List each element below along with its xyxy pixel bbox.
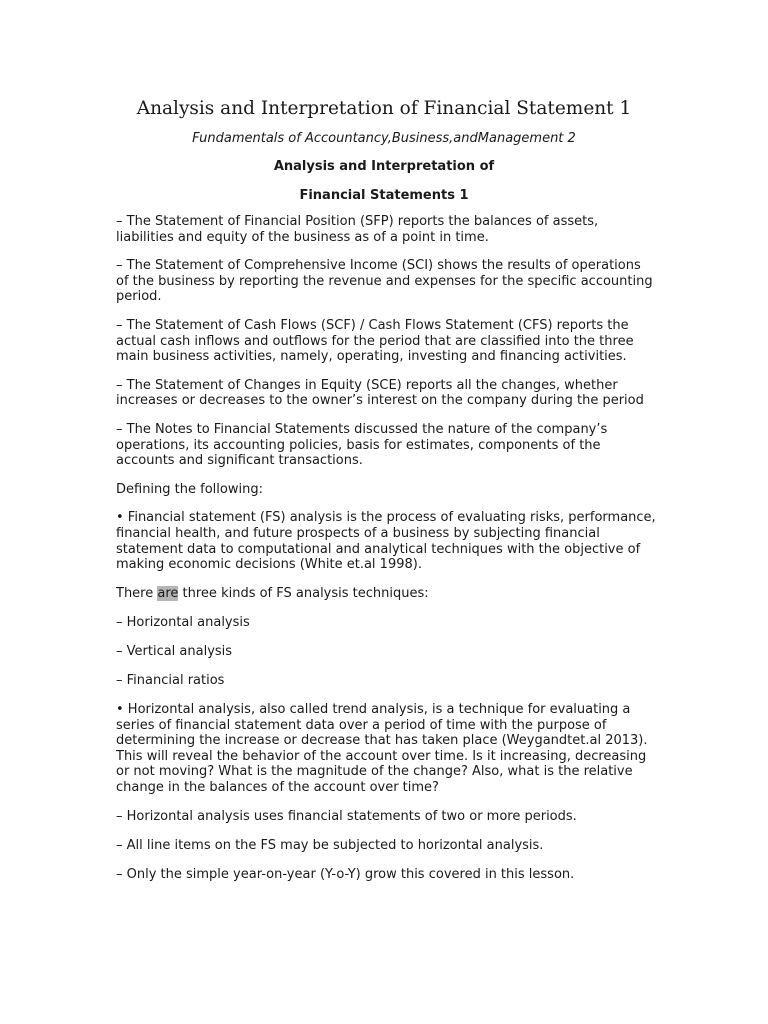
section-heading-line1: Analysis and Interpretation of: [273, 159, 495, 174]
highlighted-word: are: [157, 585, 179, 601]
paragraph-horizontal-definition: • Horizontal analysis, also called trend analysis, is a technique for evaluating a series of financial statement data over a period of time with the purpose of determining the increase or decrease that has taken place (Weygandtet.al 2013). This will reveal the behavior of the account over time. Is it increasing, decreasing or not moving? What is the magnitude of the change? Also, what is the relative change in the balances of the account over time?: [116, 702, 648, 796]
paragraph-kinds: [116, 586, 656, 602]
paragraph-line-items: – All line items on the FS may be subjected to horizontal analysis.: [116, 837, 544, 853]
kinds-text-before: There: [116, 585, 158, 601]
paragraph-sfp: – The Statement of Financial Position (SFP) reports the balances of assets, liabilities and equity of the business as of a point in time.: [116, 214, 599, 245]
kinds-text-after: three kinds of FS analysis techniques:: [178, 585, 429, 601]
paragraph-two-periods: – Horizontal analysis uses financial statements of two or more periods.: [116, 808, 577, 824]
paragraph-notes: – The Notes to Financial Statements discussed the nature of the company’s operations, its accounting policies, basis for estimates, components of the accounts and significant transactions.: [116, 421, 608, 469]
paragraph-sce: – The Statement of Changes in Equity (SCE) reports all the changes, whether increases or decreases to the owner’s interest on the company during the period: [116, 377, 644, 409]
list-item-ratios: – Financial ratios: [116, 672, 225, 688]
document-body: [116, 214, 656, 896]
paragraph-yoy: – Only the simple year-on-year (Y-o-Y) grow this covered in this lesson.: [116, 866, 575, 882]
paragraph-fs-analysis: • Financial statement (FS) analysis is the process of evaluating risks, performance, financial health, and future prospects of a business by subjecting financial statement data to computational and analytical techniques with the objective of making economic decisions (White et.al 1998).: [116, 510, 656, 573]
paragraph-scf: – The Statement of Cash Flows (SCF) / Cash Flows Statement (CFS) reports the actual cash inflows and outflows for the period that are classified into the three main business activities, namely, operating, investing and financing activities.: [116, 317, 634, 365]
list-item-vertical: – Vertical analysis: [116, 643, 233, 659]
paragraph-sci: – The Statement of Comprehensive Income (SCI) shows the results of operations of the business by reporting the revenue and expenses for the specific accounting period.: [116, 258, 653, 305]
document-title: Analysis and Interpretation of Financial Statement 1: [136, 98, 632, 119]
section-heading-line2: Financial Statements 1: [299, 188, 469, 203]
list-item-horizontal: – Horizontal analysis: [116, 614, 250, 630]
paragraph-defining: Defining the following:: [116, 481, 263, 497]
document-subtitle: Fundamentals of Accountancy,Business,andManagement 2: [192, 131, 576, 146]
